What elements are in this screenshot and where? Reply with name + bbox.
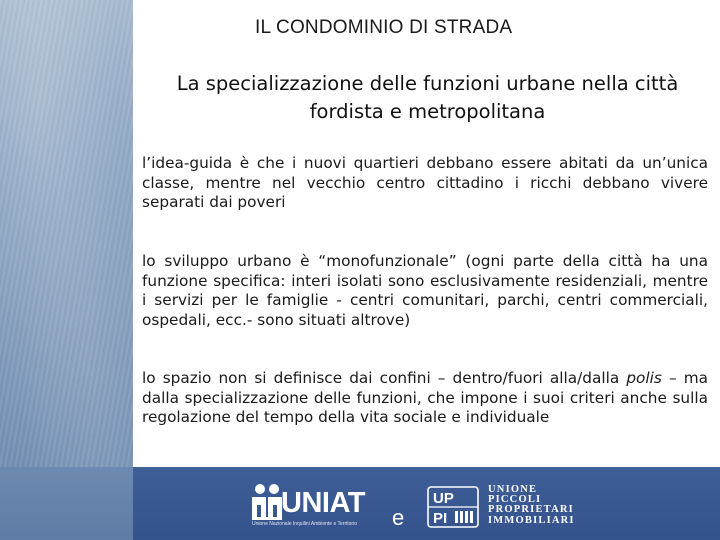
paragraph-3 — [142, 369, 708, 428]
uniat-logo-text: UNIAT — [281, 487, 365, 519]
paragraph-3-italic: polis — [626, 369, 662, 387]
uppi-mark-bottom: PI — [433, 510, 448, 527]
uniat-subtitle: Unione Nazionale Inquilini Ambiente e Territorio — [252, 521, 357, 527]
subtitle-line-2: fordista e metropolitana — [309, 100, 546, 123]
conjunction-text: e — [392, 505, 405, 530]
uppi-name-line-4: IMMOBILIARI — [488, 514, 575, 526]
uppi-logo-icon — [427, 486, 479, 528]
paragraph-2: lo sviluppo urbano è “monofunzionale” (ogni parte della città ha una funzione specifica: interi isolati sono esclusivamente residenziali, mentre i servizi per le famiglie - centri comunitari, parchi, centri commerciali, ospedali, ecc.- sono situati altrove) — [142, 252, 708, 329]
footer-left-strip — [0, 467, 133, 540]
uppi-mark-top: UP — [433, 490, 454, 507]
uppi-name-line-1: UNIONE — [488, 484, 538, 495]
paragraph-3-text-a: lo spazio non si definisce dai confini – dentro/fuori alla/dalla — [142, 369, 627, 387]
page-title: IL CONDOMINIO DI STRADA — [255, 17, 513, 38]
uppi-name-line-3: PROPRIETARI — [488, 504, 574, 516]
side-decoration-strip — [0, 0, 133, 540]
paragraph-1: l’idea-guida è che i nuovi quartieri debbano essere abitati da un’unica classe, mentre nel vecchio centro cittadino i ricchi debbano vivere separati dai poveri — [142, 154, 708, 211]
uppi-name-line-2: PICCOLI — [488, 494, 542, 506]
uppi-name — [488, 485, 575, 526]
subtitle-line-1: La specializzazione delle funzioni urbane nella città — [176, 72, 679, 95]
slide-subtitle — [140, 70, 715, 126]
paragraph-3-text-b: – ma dalla specializzazione delle funzioni, che impone i suoi criteri anche sulla regolazione del tempo della vita sociale e individuale — [142, 369, 708, 426]
